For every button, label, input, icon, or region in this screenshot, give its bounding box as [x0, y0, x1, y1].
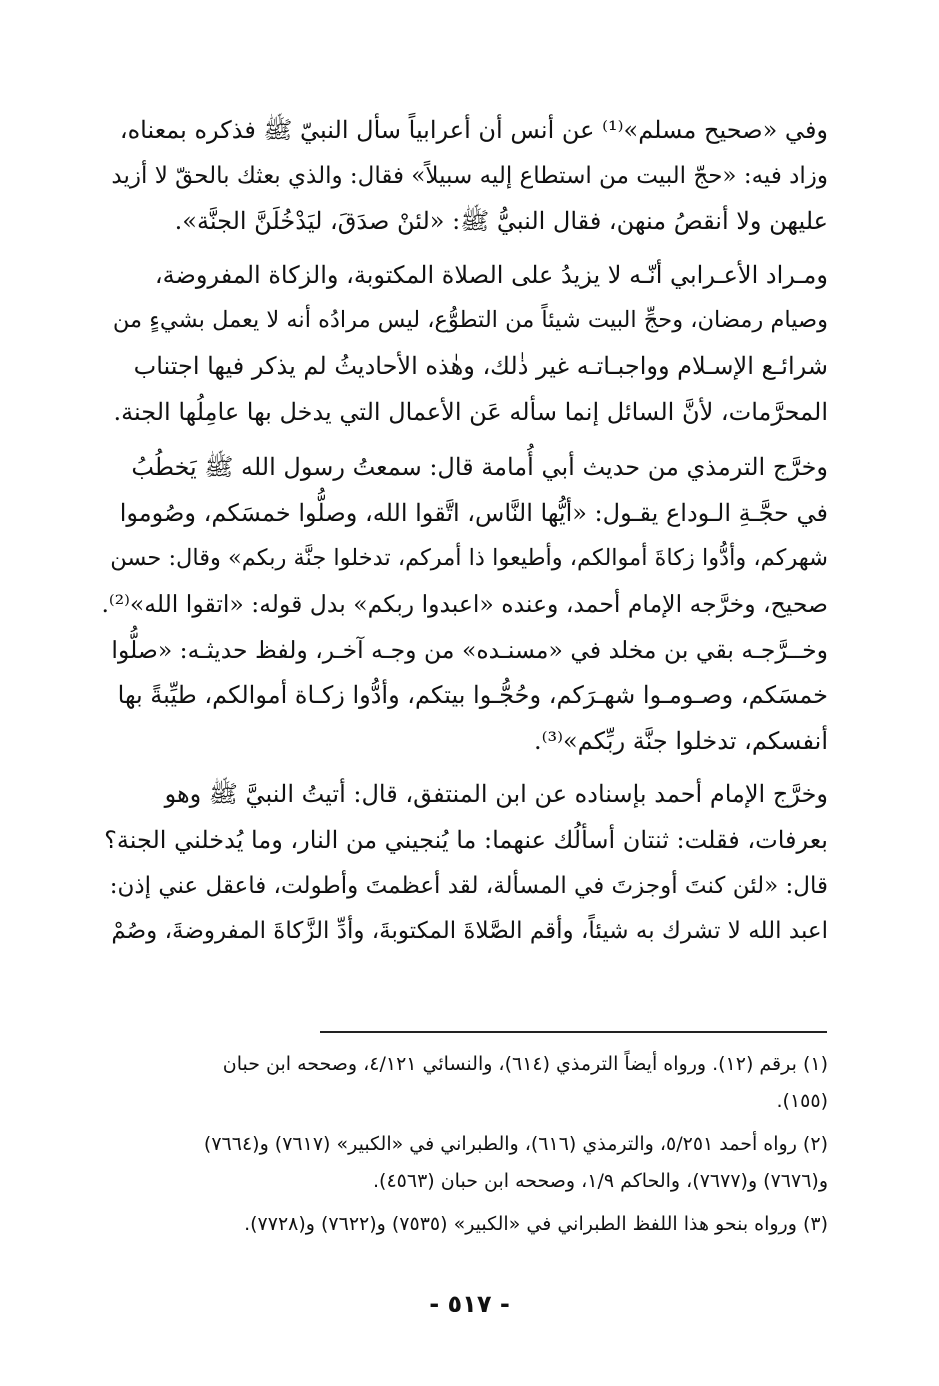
footnote-line: (١) برقم (١٢). ورواه أيضاً الترمذي (٦١٤)، والنسائي ٤/١٢١، وصححه ابن حبان: [222, 1053, 828, 1075]
footnote-line: (١٥٥).: [776, 1090, 828, 1112]
text-line: صحيح، وخرَّجه الإمام أحمد، وعنده «اعبدوا ربكم» بدل قوله: «اتقوا الله»⁽²⁾.: [101, 589, 828, 618]
text-line: خمسَكم، وصـومـوا شهـرَكم، وحُجُّـوا بيتكم، وأدُّوا زكـاة أموالكم، طيِّبةً بها: [117, 681, 828, 710]
paragraph-4: [100, 772, 828, 954]
text-line: شهركم، وأدُّوا زكاةَ أموالكم، وأطيعوا ذا أمركم، تدخلوا جنَّة ربكم» وقال: حسن: [110, 545, 828, 572]
text-line: عليهن ولا أنقصُ منهن، فقال النبيُّ ﷺ: «لئنْ صدَقَ، ليَدْخُلَنَّ الجنَّة».: [174, 207, 828, 236]
text-line: شرائـع الإسـلام وواجبـاتـه غير ذٰلك، وهٰذه الأحاديثُ لم يذكر فيها اجتناب: [133, 351, 828, 380]
footnote-separator: [320, 1031, 827, 1033]
footnote-line: و(٧٦٧٦) و(٧٦٧٧)، والحاكم ١/٩، وصححه ابن حبان (٤٥٦٣).: [373, 1170, 828, 1192]
footnote-2: [100, 1126, 828, 1200]
text-line: قال: «لئن كنتَ أوجزتَ في المسألة، لقد أعظمتَ وأطولت، فاعقل عني إذن:: [109, 872, 828, 899]
text-line: وصيام رمضان، وحجِّ البيت شيئاً من التطوُّع، ليس مرادُه أنه لا يعمل بشيءٍ من: [112, 307, 828, 334]
text-line: أنفسكم، تدخلوا جنَّة ربِّكم»⁽³⁾.: [533, 726, 828, 755]
text-line: وخــرَّجـه بقي بن مخلد في «مسنـده» من وجـه آخـر، ولفظ حديثـه: «صلُّوا: [111, 635, 828, 664]
text-line: وخرَّج الإمام أحمد بإسناده عن ابن المنتفق، قال: أتيتُ النبيَّ ﷺ وهو: [164, 780, 828, 809]
paragraph-2: [100, 253, 828, 435]
footnote-1: [100, 1046, 828, 1120]
text-line: وخرَّج الترمذي من حديث أبي أُمامة قال: سمعتُ رسول الله ﷺ يَخطُبُ: [131, 453, 828, 482]
footnotes: [100, 1046, 828, 1249]
page-number: - ٥١٧ -: [429, 1290, 510, 1318]
main-text: [100, 108, 828, 963]
text-line: بعرفات، فقلت: ثنتان أسألُك عنهما: ما يُنجيني من النار، وما يُدخلني الجنة؟: [104, 825, 828, 854]
paragraph-3: [100, 445, 828, 764]
text-line: اعبد الله لا تشرك به شيئاً، وأقم الصَّلاةَ المكتوبةَ، وأدِّ الزَّكاةَ المفروضةَ، وصُمْ: [111, 918, 828, 945]
footnote-line: (٢) رواه أحمد ٥/٢٥١، والترمذي (٦١٦)، والطبراني في «الكبير» (٧٦١٧) و(٧٦٦٤): [203, 1133, 828, 1155]
paragraph-1: [100, 108, 828, 245]
text-line: المحرَّمات، لأنَّ السائل إنما سأله عَن الأعمال التي يدخل بها عامِلُها الجنة.: [113, 397, 828, 426]
text-line: ومـراد الأعـرابي أنّـه لا يزيدُ على الصلاة المكتوبة، والزكاة المفروضة،: [154, 260, 828, 289]
text-line: وزاد فيه: «حجّ البيت من استطاع إليه سبيلاً» فقال: والذي بعثك بالحقّ لا أزيد: [111, 162, 828, 189]
footnote-line: (٣) ورواه بنحو هذا اللفظ الطبراني في «الكبير» (٧٥٣٥) و(٧٦٢٢) و(٧٧٢٨).: [244, 1213, 828, 1235]
text-line: وفي «صحيح مسلم»⁽¹⁾ عن أنس أن أعرابياً سأل النبيّ ﷺ فذكره بمعناه،: [119, 116, 828, 144]
text-line: في حجَّـةِ الـوداع يقـول: «أيُّها النَّاس، اتَّقوا الله، وصلُّوا خمسَكم، وصُوموا: [119, 498, 828, 527]
footnote-3: [100, 1206, 828, 1243]
